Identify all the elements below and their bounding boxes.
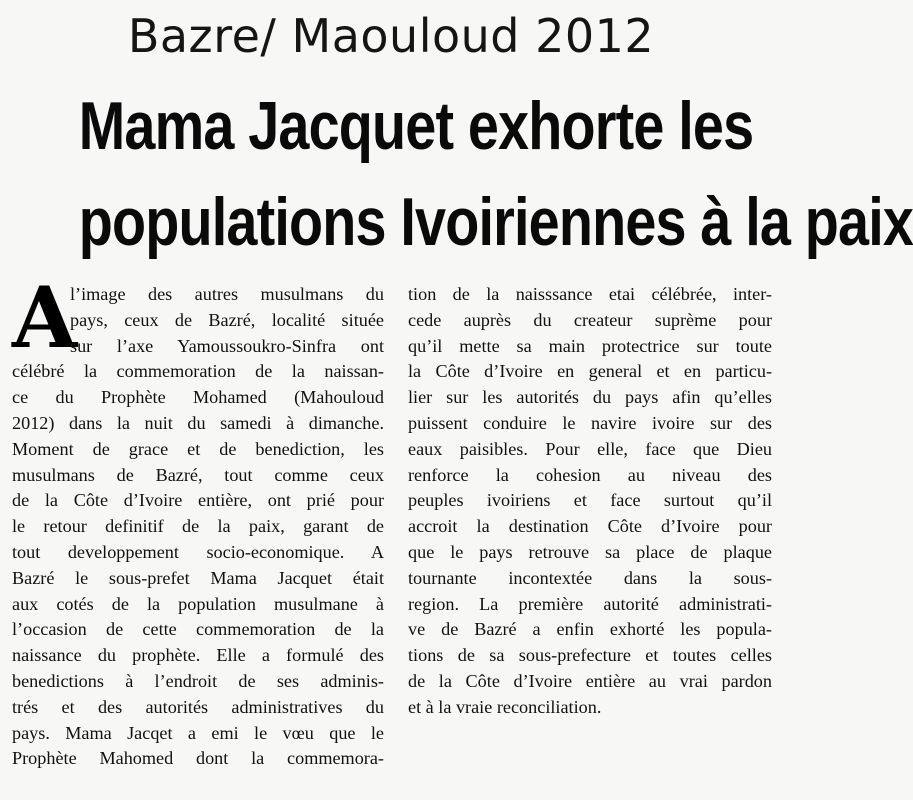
text-line: puissent conduire le navire ivoire sur des: [408, 412, 772, 433]
text-line: lier sur les autorités du pays afin qu’elles: [408, 387, 772, 408]
text-line: 2012) dans la nuit du samedi à dimanche.: [12, 412, 384, 433]
text-line: le retour definitif de la paix, garant de: [12, 516, 384, 537]
text-line: tion de la naisssance etai célébrée, inter-: [408, 284, 772, 304]
text-line: que le pays retrouve sa place de plaque: [408, 541, 772, 562]
text-line: l’occasion de cette commemoration de la: [12, 619, 384, 640]
text-line: eaux paisibles. Pour elle, face que Dieu: [408, 438, 772, 459]
text-line: region. La première autorité administrati-: [408, 593, 772, 614]
article-column-left: [12, 268, 384, 772]
text-line: sur l’axe Yamoussoukro-Sinfra ont: [70, 335, 384, 356]
text-line: pays, ceux de Bazré, localité située: [70, 309, 384, 330]
text-line: de la Côte d’Ivoire entière, ont prié pour: [12, 490, 384, 511]
headline-line-1: Mama Jacquet exhorte les: [78, 88, 754, 164]
text-line: trés et des autorités administratives du: [12, 696, 384, 717]
text-line: Prophète Mahomed dont la commemora-: [12, 748, 384, 769]
text-line: et à la vraie reconciliation.: [408, 696, 602, 717]
text-line: célébré la commemoration de la naissan-: [12, 361, 384, 382]
text-line: cede auprès du createur suprème pour: [408, 309, 772, 330]
text-line: Moment de grace et de benediction, les: [12, 438, 384, 459]
headline: [78, 78, 913, 270]
text-line: peuples ivoiriens et face surtout qu’il: [408, 490, 772, 511]
text-line: benedictions à l’endroit de ses adminis-: [12, 670, 384, 691]
text-line: la Côte d’Ivoire en general et en particu-: [408, 361, 772, 382]
text-line: pays. Mama Jacqet a emi le vœu que le: [12, 722, 384, 743]
text-line: tout developpement socio-economique. A: [12, 541, 384, 562]
headline-line-2: populations Ivoiriennes à la paix: [78, 184, 913, 260]
text-line: l’image des autres musulmans du: [70, 284, 384, 304]
article-column-right: [408, 282, 772, 721]
drop-cap: A: [12, 268, 78, 367]
text-line: de la Côte d’Ivoire entière au vrai pardon: [408, 670, 772, 691]
text-line: accroit la destination Côte d’Ivoire pour: [408, 516, 772, 537]
kicker: Bazre/ Maouloud 2012: [127, 9, 655, 63]
text-line: tions de sa sous-prefecture et toutes celles: [408, 645, 772, 666]
text-line: tournante incontextée dans la sous-: [408, 567, 772, 588]
text-line: naissance du prophète. Elle a formulé des: [12, 645, 384, 666]
text-line: qu’il mette sa main protectrice sur toute: [408, 335, 772, 356]
text-line: ce du Prophète Mohamed (Mahouloud: [12, 387, 384, 408]
text-line: musulmans de Bazré, tout comme ceux: [12, 464, 384, 485]
text-line: ve de Bazré a enfin exhorté les popula-: [408, 619, 772, 640]
text-line: Bazré le sous-prefet Mama Jacquet était: [12, 567, 384, 588]
text-line: renforce la cohesion au niveau des: [408, 464, 772, 485]
text-line: aux cotés de la population musulmane à: [12, 593, 384, 614]
